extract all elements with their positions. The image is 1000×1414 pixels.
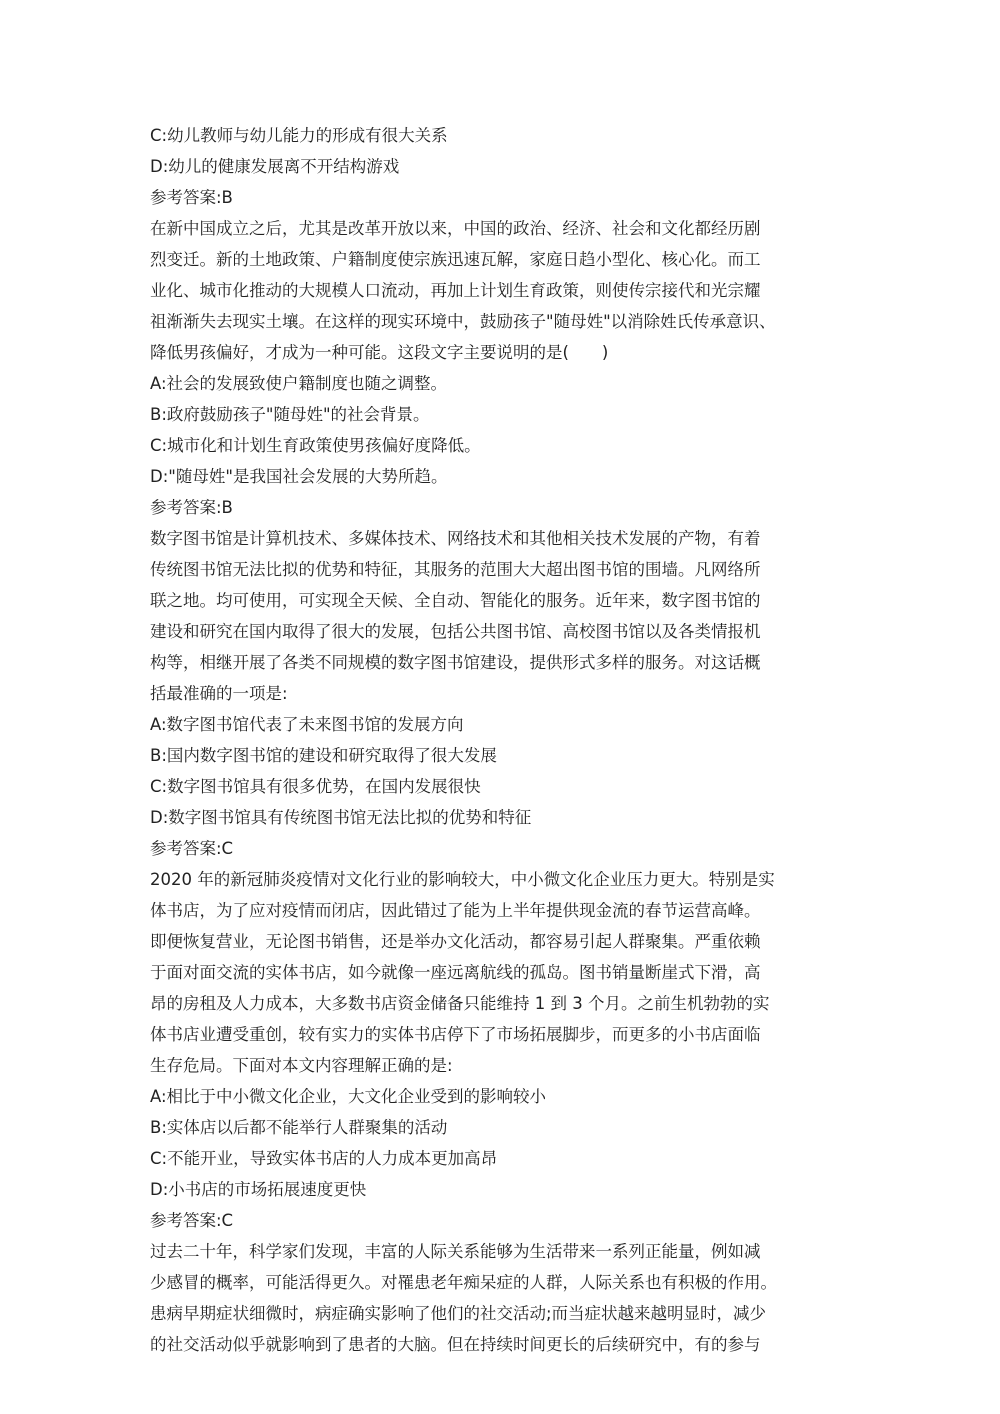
text-line: 数字图书馆是计算机技术、多媒体技术、网络技术和其他相关技术发展的产物，有着 [150,529,761,548]
text-line: 即便恢复营业，无论图书销售，还是举办文化活动，都容易引起人群聚集。严重依赖 [150,932,761,951]
question-stem [150,864,850,1081]
text-line: 在新中国成立之后，尤其是改革开放以来，中国的政治、经济、社会和文化都经历剧 [150,219,761,238]
text-line: 烈变迁。新的土地政策、户籍制度使宗族迅速瓦解，家庭日趋小型化、核心化。而工 [150,250,761,269]
text-line: 构等，相继开展了各类不同规模的数字图书馆建设，提供形式多样的服务。对这话概 [150,653,761,672]
answer-option: C:不能开业，导致实体书店的人力成本更加高昂 [150,1149,498,1168]
answer-key: 参考答案:B [150,188,233,207]
question-stem [150,1236,850,1360]
answer-option: B:国内数字图书馆的建设和研究取得了很大发展 [150,746,497,765]
answer-option: D:幼儿的健康发展离不开结构游戏 [150,157,400,176]
text-line: 联之地。均可使用，可实现全天候、全自动、智能化的服务。近年来，数字图书馆的 [150,591,761,610]
text-line: 降低男孩偏好，才成为一种可能。这段文字主要说明的是( ) [150,343,609,362]
text-line: 体书店，为了应对疫情而闭店，因此错过了能为上半年提供现金流的春节运营高峰。 [150,901,761,920]
answer-option: A:社会的发展致使户籍制度也随之调整。 [150,374,448,393]
text-line: 体书店业遭受重创，较有实力的实体书店停下了市场拓展脚步，而更多的小书店面临 [150,1025,761,1044]
question-stem [150,523,850,709]
answer-option: C:数字图书馆具有很多优势，在国内发展很快 [150,777,481,796]
text-line: 昂的房租及人力成本，大多数书店资金储备只能维持 1 到 3 个月。之前生机勃勃的实 [150,994,770,1013]
text-line: 过去二十年，科学家们发现，丰富的人际关系能够为生活带来一系列正能量，例如减 [150,1242,761,1261]
text-line: 的社交活动似乎就影响到了患者的大脑。但在持续时间更长的后续研究中，有的参与 [150,1335,761,1354]
answer-key: 参考答案:C [150,1211,234,1230]
answer-option: D:"随母姓"是我国社会发展的大势所趋。 [150,467,448,486]
answer-option: C:幼儿教师与幼儿能力的形成有很大关系 [150,126,448,145]
text-line: 患病早期症状细微时，病症确实影响了他们的社交活动;而当症状越来越明显时，减少 [150,1304,767,1323]
text-line: 祖渐渐失去现实土壤。在这样的现实环境中，鼓励孩子"随母姓"以消除姓氏传承意识、 [150,312,776,331]
text-line: 少感冒的概率，可能活得更久。对罹患老年痴呆症的人群，人际关系也有积极的作用。 [150,1273,777,1292]
text-line: 业化、城市化推动的大规模人口流动，再加上计划生育政策，则使传宗接代和光宗耀 [150,281,761,300]
document-body [150,120,850,1360]
text-line: 括最准确的一项是: [150,684,288,703]
text-line: 建设和研究在国内取得了很大的发展，包括公共图书馆、高校图书馆以及各类情报机 [150,622,761,641]
text-line: 于面对面交流的实体书店，如今就像一座远离航线的孤岛。图书销量断崖式下滑，高 [150,963,761,982]
answer-option: B:政府鼓励孩子"随母姓"的社会背景。 [150,405,430,424]
text-line: 2020 年的新冠肺炎疫情对文化行业的影响较大，中小微文化企业压力更大。特别是实 [150,870,775,889]
answer-option: D:小书店的市场拓展速度更快 [150,1180,367,1199]
answer-option: A:相比于中小微文化企业，大文化企业受到的影响较小 [150,1087,547,1106]
answer-option: B:实体店以后都不能举行人群聚集的活动 [150,1118,448,1137]
answer-option: A:数字图书馆代表了未来图书馆的发展方向 [150,715,464,734]
question-stem [150,213,850,368]
answer-key: 参考答案:B [150,498,233,517]
answer-key: 参考答案:C [150,839,234,858]
answer-option: D:数字图书馆具有传统图书馆无法比拟的优势和特征 [150,808,532,827]
answer-option: C:城市化和计划生育政策使男孩偏好度降低。 [150,436,481,455]
text-line: 传统图书馆无法比拟的优势和特征，其服务的范围大大超出图书馆的围墙。凡网络所 [150,560,761,579]
text-line: 生存危局。下面对本文内容理解正确的是: [150,1056,453,1075]
